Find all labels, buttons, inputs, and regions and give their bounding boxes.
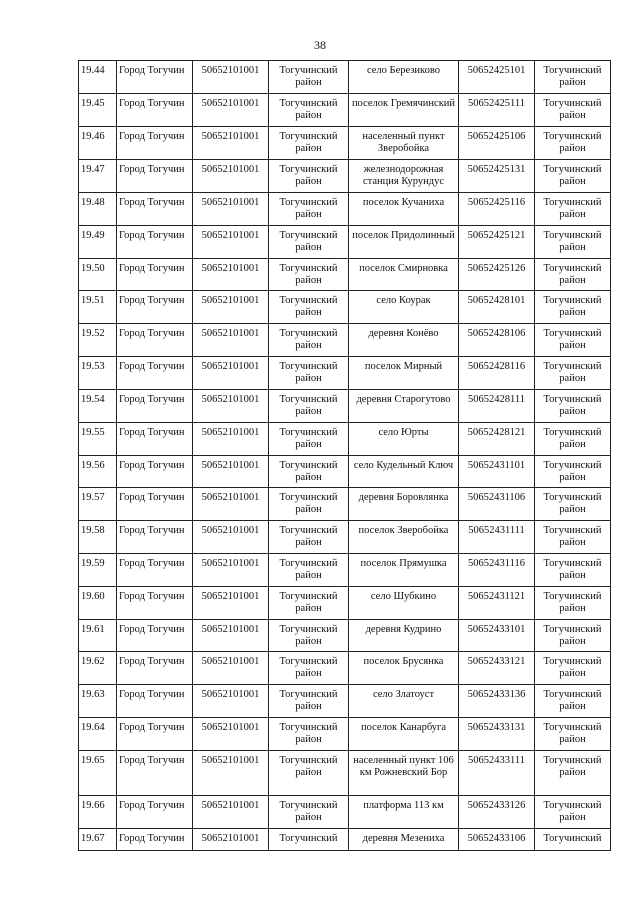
district-name: Тогучинский район — [269, 652, 349, 685]
table-row — [79, 554, 611, 587]
table-row — [79, 620, 611, 652]
row-number: 19.52 — [79, 324, 117, 357]
district-name: Тогучинский — [269, 829, 349, 851]
settlement-name: населенный пункт Зверобойка — [349, 127, 459, 160]
city-oktmo-code: 50652101001 — [193, 554, 269, 587]
settlement-name: деревня Мезениха — [349, 829, 459, 851]
settlement-oktmo-code: 50652433106 — [459, 829, 535, 851]
settlement-district-name: Тогучинский район — [535, 160, 611, 193]
settlement-oktmo-code: 50652433131 — [459, 718, 535, 751]
settlement-name: железнодорожная станция Курундус — [349, 160, 459, 193]
settlement-district-name: Тогучинский район — [535, 324, 611, 357]
settlement-name: деревня Конёво — [349, 324, 459, 357]
table-row — [79, 390, 611, 423]
row-number: 19.44 — [79, 61, 117, 94]
table-row — [79, 193, 611, 226]
settlement-district-name: Тогучинский район — [535, 390, 611, 423]
table-row — [79, 127, 611, 160]
district-name: Тогучинский район — [269, 718, 349, 751]
settlement-oktmo-code: 50652431121 — [459, 587, 535, 620]
city-name: Город Тогучин — [117, 620, 193, 652]
table-row — [79, 685, 611, 718]
city-oktmo-code: 50652101001 — [193, 456, 269, 488]
city-oktmo-code: 50652101001 — [193, 291, 269, 324]
city-name: Город Тогучин — [117, 291, 193, 324]
settlement-district-name: Тогучинский район — [535, 127, 611, 160]
city-name: Город Тогучин — [117, 193, 193, 226]
city-oktmo-code: 50652101001 — [193, 620, 269, 652]
settlement-oktmo-code: 50652433101 — [459, 620, 535, 652]
settlement-name: село Коурак — [349, 291, 459, 324]
settlement-oktmo-code: 50652425101 — [459, 61, 535, 94]
district-name: Тогучинский район — [269, 620, 349, 652]
settlement-name: поселок Гремячинский — [349, 94, 459, 127]
settlement-district-name: Тогучинский район — [535, 796, 611, 829]
city-name: Город Тогучин — [117, 796, 193, 829]
settlement-oktmo-code: 50652433111 — [459, 751, 535, 796]
settlement-name: поселок Брусянка — [349, 652, 459, 685]
settlement-district-name: Тогучинский район — [535, 587, 611, 620]
district-name: Тогучинский район — [269, 423, 349, 456]
city-name: Город Тогучин — [117, 751, 193, 796]
table-row — [79, 94, 611, 127]
city-oktmo-code: 50652101001 — [193, 226, 269, 259]
settlement-name: населенный пункт 106 км Рожневский Бор — [349, 751, 459, 796]
table-row — [79, 652, 611, 685]
table-row — [79, 160, 611, 193]
district-name: Тогучинский район — [269, 61, 349, 94]
row-number: 19.66 — [79, 796, 117, 829]
district-name: Тогучинский район — [269, 259, 349, 291]
city-name: Город Тогучин — [117, 61, 193, 94]
settlement-oktmo-code: 50652428116 — [459, 357, 535, 390]
city-name: Город Тогучин — [117, 127, 193, 160]
city-oktmo-code: 50652101001 — [193, 390, 269, 423]
row-number: 19.55 — [79, 423, 117, 456]
settlement-district-name: Тогучинский район — [535, 226, 611, 259]
city-oktmo-code: 50652101001 — [193, 488, 269, 521]
settlement-district-name: Тогучинский район — [535, 423, 611, 456]
table-row — [79, 226, 611, 259]
settlement-oktmo-code: 50652425116 — [459, 193, 535, 226]
city-oktmo-code: 50652101001 — [193, 61, 269, 94]
row-number: 19.57 — [79, 488, 117, 521]
settlement-name: деревня Старогутово — [349, 390, 459, 423]
settlement-oktmo-code: 50652428111 — [459, 390, 535, 423]
table-row — [79, 291, 611, 324]
table-row — [79, 324, 611, 357]
city-name: Город Тогучин — [117, 829, 193, 851]
settlement-district-name: Тогучинский район — [535, 488, 611, 521]
row-number: 19.62 — [79, 652, 117, 685]
row-number: 19.50 — [79, 259, 117, 291]
settlement-name: платформа 113 км — [349, 796, 459, 829]
settlement-district-name: Тогучинский район — [535, 94, 611, 127]
city-name: Город Тогучин — [117, 94, 193, 127]
city-name: Город Тогучин — [117, 488, 193, 521]
settlement-name: деревня Кудрино — [349, 620, 459, 652]
table-row — [79, 423, 611, 456]
settlement-oktmo-code: 50652431111 — [459, 521, 535, 554]
city-name: Город Тогучин — [117, 718, 193, 751]
district-name: Тогучинский район — [269, 226, 349, 259]
settlement-oktmo-code: 50652428106 — [459, 324, 535, 357]
city-oktmo-code: 50652101001 — [193, 829, 269, 851]
row-number: 19.64 — [79, 718, 117, 751]
row-number: 19.46 — [79, 127, 117, 160]
city-oktmo-code: 50652101001 — [193, 685, 269, 718]
settlements-table — [78, 60, 611, 851]
settlement-district-name: Тогучинский район — [535, 61, 611, 94]
table-row — [79, 718, 611, 751]
row-number: 19.49 — [79, 226, 117, 259]
city-oktmo-code: 50652101001 — [193, 652, 269, 685]
settlement-oktmo-code: 50652425126 — [459, 259, 535, 291]
table-row — [79, 488, 611, 521]
district-name: Тогучинский район — [269, 456, 349, 488]
settlement-district-name: Тогучинский район — [535, 456, 611, 488]
city-name: Город Тогучин — [117, 226, 193, 259]
city-name: Город Тогучин — [117, 423, 193, 456]
settlement-district-name: Тогучинский район — [535, 685, 611, 718]
city-oktmo-code: 50652101001 — [193, 751, 269, 796]
settlement-district-name: Тогучинский район — [535, 620, 611, 652]
table-body — [79, 61, 611, 851]
district-name: Тогучинский район — [269, 488, 349, 521]
city-oktmo-code: 50652101001 — [193, 160, 269, 193]
table-row — [79, 829, 611, 851]
settlement-name: село Златоуст — [349, 685, 459, 718]
row-number: 19.59 — [79, 554, 117, 587]
page-number: 38 — [314, 38, 326, 52]
settlement-oktmo-code: 50652425121 — [459, 226, 535, 259]
district-name: Тогучинский район — [269, 390, 349, 423]
city-oktmo-code: 50652101001 — [193, 357, 269, 390]
row-number: 19.51 — [79, 291, 117, 324]
city-oktmo-code: 50652101001 — [193, 587, 269, 620]
settlement-oktmo-code: 50652433121 — [459, 652, 535, 685]
district-name: Тогучинский район — [269, 554, 349, 587]
settlement-district-name: Тогучинский район — [535, 554, 611, 587]
settlement-name: село Юрты — [349, 423, 459, 456]
settlement-district-name: Тогучинский район — [535, 652, 611, 685]
city-name: Город Тогучин — [117, 390, 193, 423]
district-name: Тогучинский район — [269, 521, 349, 554]
table-row — [79, 357, 611, 390]
city-oktmo-code: 50652101001 — [193, 193, 269, 226]
city-oktmo-code: 50652101001 — [193, 259, 269, 291]
settlement-name: поселок Прямушка — [349, 554, 459, 587]
city-name: Город Тогучин — [117, 652, 193, 685]
settlement-oktmo-code: 50652428121 — [459, 423, 535, 456]
city-oktmo-code: 50652101001 — [193, 127, 269, 160]
city-name: Город Тогучин — [117, 685, 193, 718]
table-row — [79, 587, 611, 620]
city-oktmo-code: 50652101001 — [193, 324, 269, 357]
city-name: Город Тогучин — [117, 357, 193, 390]
row-number: 19.63 — [79, 685, 117, 718]
settlement-oktmo-code: 50652431106 — [459, 488, 535, 521]
row-number: 19.65 — [79, 751, 117, 796]
city-oktmo-code: 50652101001 — [193, 718, 269, 751]
row-number: 19.61 — [79, 620, 117, 652]
settlement-name: поселок Кучаниха — [349, 193, 459, 226]
district-name: Тогучинский район — [269, 587, 349, 620]
settlement-district-name: Тогучинский район — [535, 718, 611, 751]
district-name: Тогучинский район — [269, 357, 349, 390]
settlement-district-name: Тогучинский район — [535, 291, 611, 324]
district-name: Тогучинский район — [269, 324, 349, 357]
settlement-name: поселок Смирновка — [349, 259, 459, 291]
row-number: 19.58 — [79, 521, 117, 554]
city-name: Город Тогучин — [117, 456, 193, 488]
table-row — [79, 456, 611, 488]
settlement-name: поселок Зверобойка — [349, 521, 459, 554]
city-name: Город Тогучин — [117, 521, 193, 554]
settlement-oktmo-code: 50652425111 — [459, 94, 535, 127]
table-row — [79, 796, 611, 829]
table-row — [79, 259, 611, 291]
row-number: 19.60 — [79, 587, 117, 620]
city-name: Город Тогучин — [117, 324, 193, 357]
settlement-district-name: Тогучинский район — [535, 193, 611, 226]
settlement-name: деревня Боровлянка — [349, 488, 459, 521]
settlement-oktmo-code: 50652425106 — [459, 127, 535, 160]
row-number: 19.67 — [79, 829, 117, 851]
row-number: 19.48 — [79, 193, 117, 226]
city-oktmo-code: 50652101001 — [193, 94, 269, 127]
table-row — [79, 61, 611, 94]
table-row — [79, 521, 611, 554]
settlement-district-name: Тогучинский район — [535, 357, 611, 390]
city-oktmo-code: 50652101001 — [193, 796, 269, 829]
district-name: Тогучинский район — [269, 685, 349, 718]
row-number: 19.56 — [79, 456, 117, 488]
settlement-name: село Кудельный Ключ — [349, 456, 459, 488]
settlement-name: село Березиково — [349, 61, 459, 94]
city-name: Город Тогучин — [117, 259, 193, 291]
district-name: Тогучинский район — [269, 291, 349, 324]
district-name: Тогучинский район — [269, 127, 349, 160]
city-name: Город Тогучин — [117, 587, 193, 620]
settlement-name: поселок Канарбуга — [349, 718, 459, 751]
settlement-oktmo-code: 50652425131 — [459, 160, 535, 193]
settlement-district-name: Тогучинский район — [535, 259, 611, 291]
settlement-district-name: Тогучинский район — [535, 751, 611, 796]
settlement-district-name: Тогучинский — [535, 829, 611, 851]
row-number: 19.54 — [79, 390, 117, 423]
settlement-oktmo-code: 50652428101 — [459, 291, 535, 324]
row-number: 19.45 — [79, 94, 117, 127]
table-row — [79, 751, 611, 796]
settlement-name: село Шубкино — [349, 587, 459, 620]
district-name: Тогучинский район — [269, 796, 349, 829]
settlement-district-name: Тогучинский район — [535, 521, 611, 554]
settlement-name: поселок Придолинный — [349, 226, 459, 259]
city-oktmo-code: 50652101001 — [193, 423, 269, 456]
settlement-oktmo-code: 50652431116 — [459, 554, 535, 587]
district-name: Тогучинский район — [269, 160, 349, 193]
city-oktmo-code: 50652101001 — [193, 521, 269, 554]
settlement-oktmo-code: 50652433136 — [459, 685, 535, 718]
row-number: 19.53 — [79, 357, 117, 390]
settlement-oktmo-code: 50652433126 — [459, 796, 535, 829]
district-name: Тогучинский район — [269, 193, 349, 226]
city-name: Город Тогучин — [117, 554, 193, 587]
district-name: Тогучинский район — [269, 94, 349, 127]
district-name: Тогучинский район — [269, 751, 349, 796]
settlement-name: поселок Мирный — [349, 357, 459, 390]
city-name: Город Тогучин — [117, 160, 193, 193]
settlement-oktmo-code: 50652431101 — [459, 456, 535, 488]
row-number: 19.47 — [79, 160, 117, 193]
